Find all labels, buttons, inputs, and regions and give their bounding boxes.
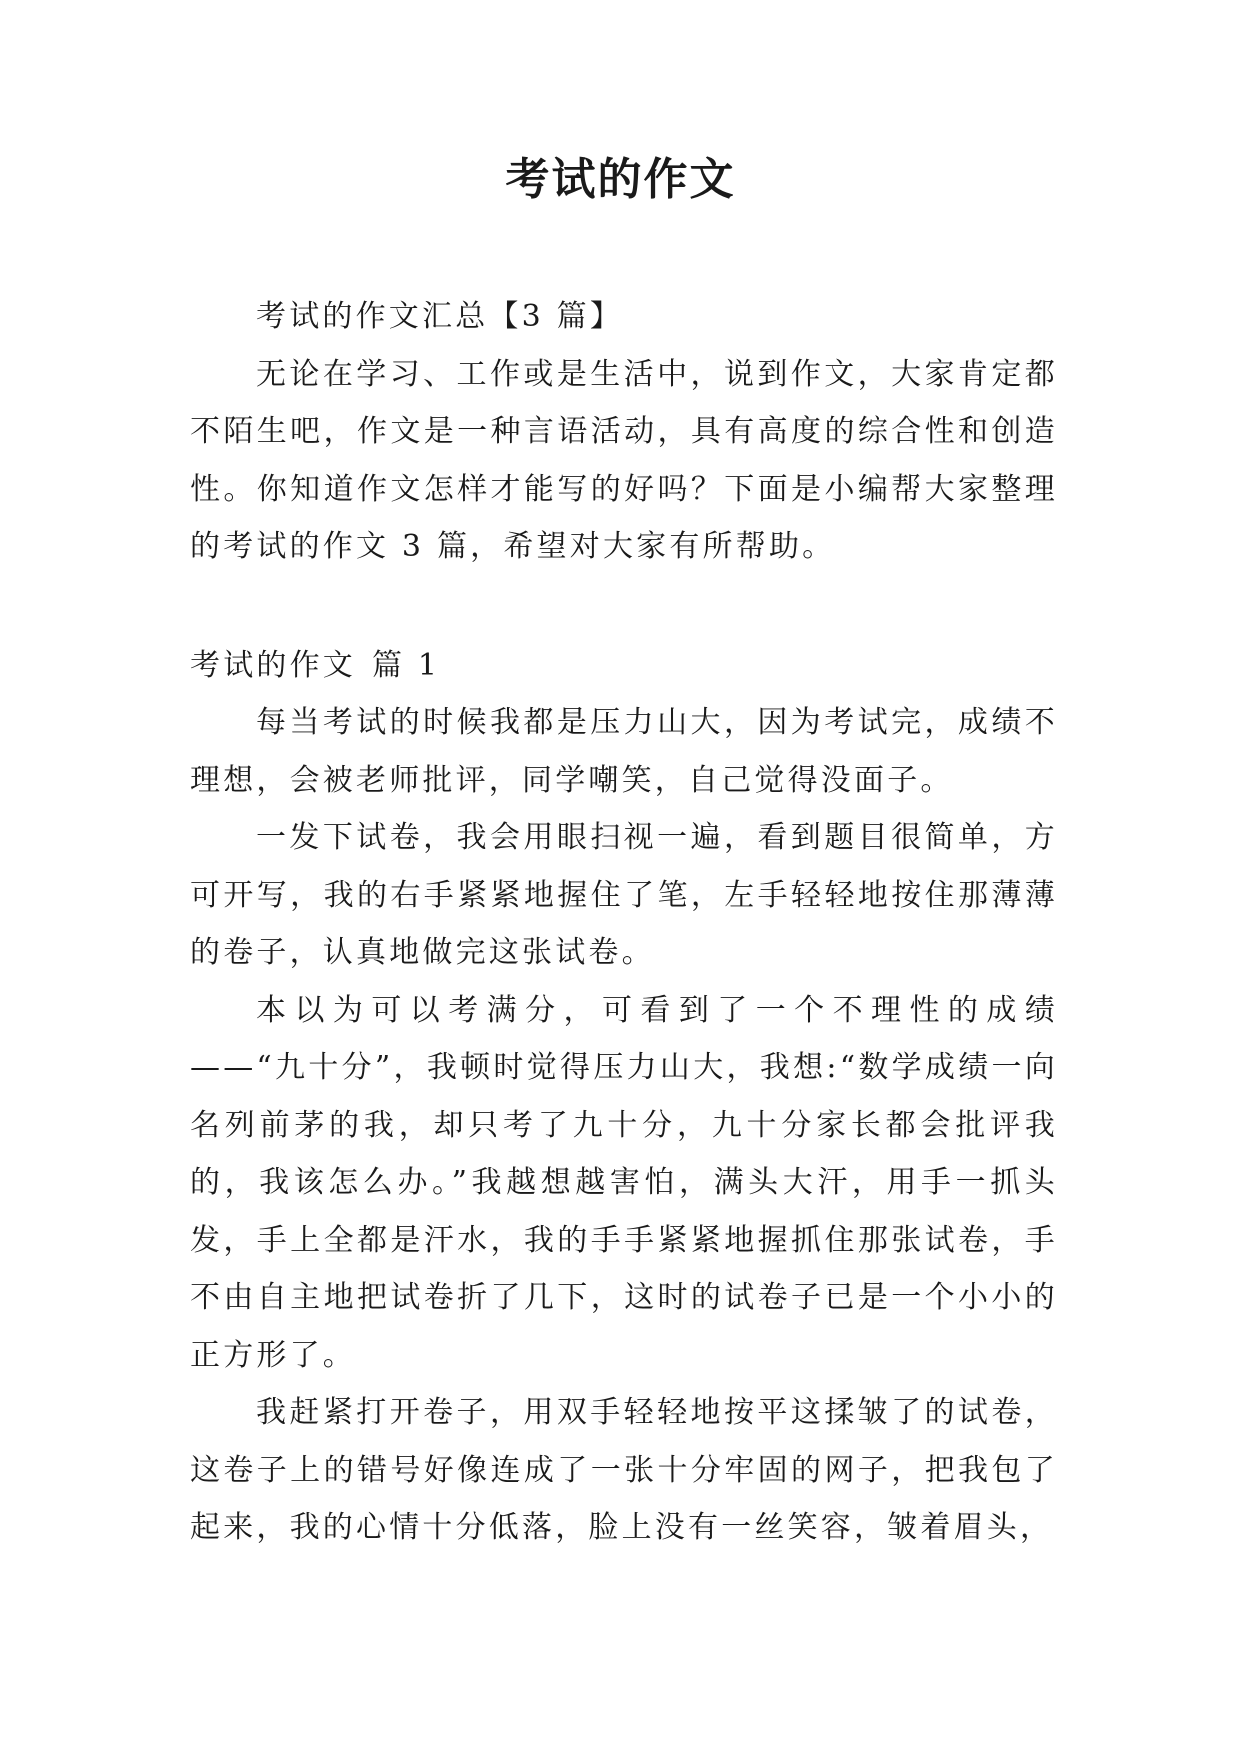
essay-paragraph: 我赶紧打开卷子，用双手轻轻地按平这揉皱了的试卷，这卷子上的错号好像连成了一张十分牢固的网子，把我包了起来，我的心情十分低落，脸上没有一丝笑容，皱着眉头， <box>190 1395 1058 1545</box>
intro-paragraph: 无论在学习、工作或是生活中，说到作文，大家肯定都不陌生吧，作文是一种言语活动，具有高度的综合性和创造性。你知道作文怎样才能写的好吗？下面是小编帮大家整理的考试的作文 3 篇，希望对大家有所帮助。 <box>190 356 1058 564</box>
essay-paragraph: 本以为可以考满分，可看到了一个不理性的成绩——“九十分”，我顿时觉得压力山大，我想:“数学成绩一向名列前茅的我，却只考了九十分，九十分家长都会批评我的，我该怎么办。”我越想越害怕，满头大汗，用手一抓头发，手上全都是汗水，我的手手紧紧地握抓住那张试卷，手不由自主地把试卷折了几下，这时的试卷子已是一个小小的正方形了。 <box>190 992 1058 1373</box>
section-heading <box>190 637 440 695</box>
intro-block <box>190 288 1058 576</box>
intro-heading: 考试的作文汇总【3 篇】 <box>256 299 624 334</box>
section-title: 考试的作文 <box>190 648 356 683</box>
section-number: 篇 1 <box>372 648 441 683</box>
essay-paragraph: 一发下试卷，我会用眼扫视一遍，看到题目很简单，方可开写，我的右手紧紧地握住了笔，左手轻轻地按住那薄薄的卷子，认真地做完这张试卷。 <box>190 820 1058 970</box>
essay-paragraph: 每当考试的时候我都是压力山大，因为考试完，成绩不理想，会被老师批评，同学嘲笑，自己觉得没面子。 <box>190 705 1058 798</box>
essay-body <box>190 694 1058 1557</box>
document-title: 考试的作文 <box>505 154 736 205</box>
